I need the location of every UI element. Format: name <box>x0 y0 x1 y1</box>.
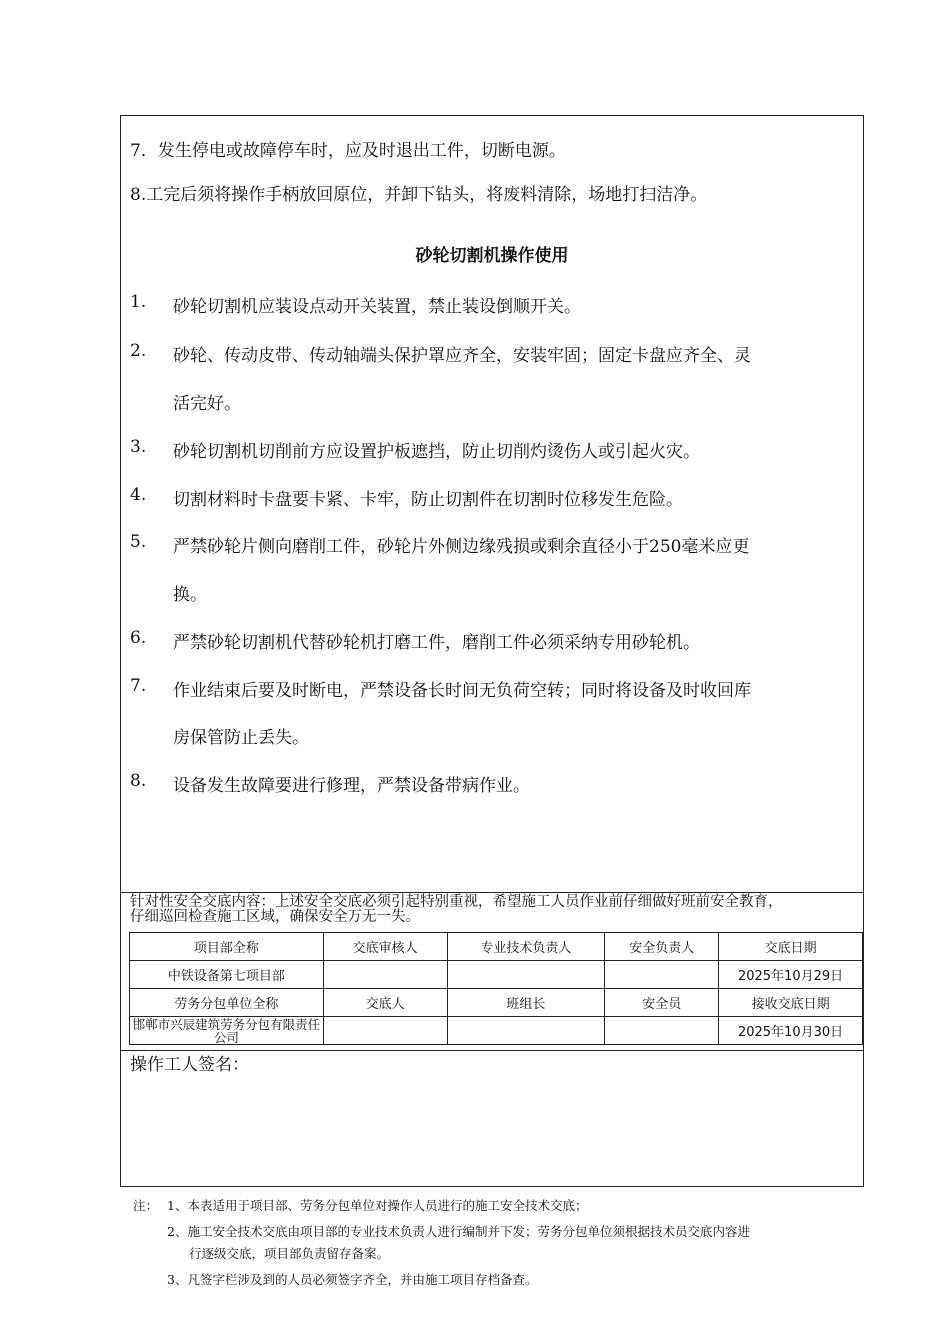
disclosure-date-cell: 2025年10月29日 <box>719 961 863 989</box>
project-name-cell: 中铁设备第七项目部 <box>130 961 324 989</box>
header-safety-officer: 安全员 <box>605 989 719 1017</box>
item-text: 切割材料时卡盘要卡紧、卡牢，防止切割件在切割时位移发生危险。 <box>173 490 683 510</box>
signature-table <box>129 932 863 1045</box>
header-subcontractor-name: 劳务分包单位全称 <box>130 989 324 1017</box>
notes-prefix: 注： <box>133 1198 159 1213</box>
header-reviewer: 交底审核人 <box>323 933 447 961</box>
worker-signature-label: 操作工人签名： <box>130 1055 249 1075</box>
team-leader-signature-cell[interactable] <box>447 1017 605 1045</box>
item-text: 设备发生故障要进行修理，严禁设备带病作业。 <box>173 776 530 796</box>
section-title: 砂轮切割机操作使用 <box>415 246 569 266</box>
item-text: 砂轮切割机应装设点动开关装置，禁止装设倒顺开关。 <box>173 297 581 317</box>
receive-date-cell: 2025年10月30日 <box>719 1017 863 1045</box>
item-number: 7. <box>130 676 147 696</box>
header-team-leader: 班组长 <box>447 989 605 1017</box>
discloser-signature-cell[interactable] <box>323 1017 447 1045</box>
item-text: 作业结束后要及时断电，严禁设备长时间无负荷空转；同时将设备及时收回库 <box>173 681 751 701</box>
note-3: 3、凡签字栏涉及到的人员必须签字齐全，并由施工项目存档备查。 <box>167 1272 538 1287</box>
header-receive-date: 接收交底日期 <box>719 989 863 1017</box>
header-discloser: 交底人 <box>323 989 447 1017</box>
header-safety-lead: 安全负责人 <box>605 933 719 961</box>
item-number: 6. <box>130 628 147 648</box>
item-number: 5. <box>130 532 147 552</box>
content-section <box>121 116 863 892</box>
item-text: 砂轮切割机切削前方应设置护板遮挡，防止切削灼烫伤人或引起火灾。 <box>173 442 700 462</box>
table-row <box>130 989 863 1017</box>
note-2: 2、施工安全技术交底由项目部的专业技术负责人进行编制并下发；劳务分包单位须根据技术员交底内容进 <box>167 1224 750 1239</box>
top-line-8: 8.工完后须将操作手柄放回原位，并卸下钻头，将废料清除，场地打扫洁净。 <box>130 185 708 205</box>
header-project-name: 项目部全称 <box>130 933 324 961</box>
header-disclosure-date: 交底日期 <box>719 933 863 961</box>
safety-disclosure-note <box>121 892 863 932</box>
note-2-continued: 行逐级交底，项目部负责留存备案。 <box>189 1246 390 1261</box>
safety-note-line: 仔细巡回检查施工区域，确保安全万无一失。 <box>130 909 420 925</box>
item-number: 1. <box>130 292 147 312</box>
table-row <box>130 1017 863 1045</box>
top-line-7: 7．发生停电或故障停车时，应及时退出工件，切断电源。 <box>130 141 566 161</box>
item-number: 3. <box>130 437 147 457</box>
safety-note-line: 针对性安全交底内容：上述安全交底必须引起特别重视，希望施工人员作业前仔细做好班前安全教育， <box>130 894 783 910</box>
reviewer-signature-cell[interactable] <box>323 961 447 989</box>
item-text: 严禁砂轮切割机代替砂轮机打磨工件，磨削工件必须采纳专用砂轮机。 <box>173 633 700 653</box>
subcontractor-name-cell: 邯郸市兴辰建筑劳务分包有限责任公司 <box>130 1017 324 1045</box>
item-text: 活完好。 <box>173 394 241 414</box>
item-number: 2. <box>130 341 147 361</box>
item-text: 换。 <box>173 585 207 605</box>
item-text: 房保管防止丢失。 <box>173 728 309 748</box>
item-text: 砂轮、传动皮带、传动轴端头保护罩应齐全，安装牢固；固定卡盘应齐全、灵 <box>173 346 751 366</box>
item-text: 严禁砂轮片侧向磨削工件，砂轮片外侧边缘残损或剩余直径小于250毫米应更 <box>173 537 750 557</box>
safety-lead-signature-cell[interactable] <box>605 961 719 989</box>
item-number: 4. <box>130 485 147 505</box>
document-frame <box>120 115 864 1187</box>
table-row <box>130 933 863 961</box>
worker-signature-area[interactable] <box>121 1050 863 1188</box>
safety-officer-signature-cell[interactable] <box>605 1017 719 1045</box>
tech-lead-signature-cell[interactable] <box>447 961 605 989</box>
item-number: 8. <box>130 771 147 791</box>
table-row <box>130 961 863 989</box>
note-1: 1、本表适用于项目部、劳务分包单位对操作人员进行的施工安全技术交底； <box>167 1198 588 1213</box>
header-tech-lead: 专业技术负责人 <box>447 933 605 961</box>
